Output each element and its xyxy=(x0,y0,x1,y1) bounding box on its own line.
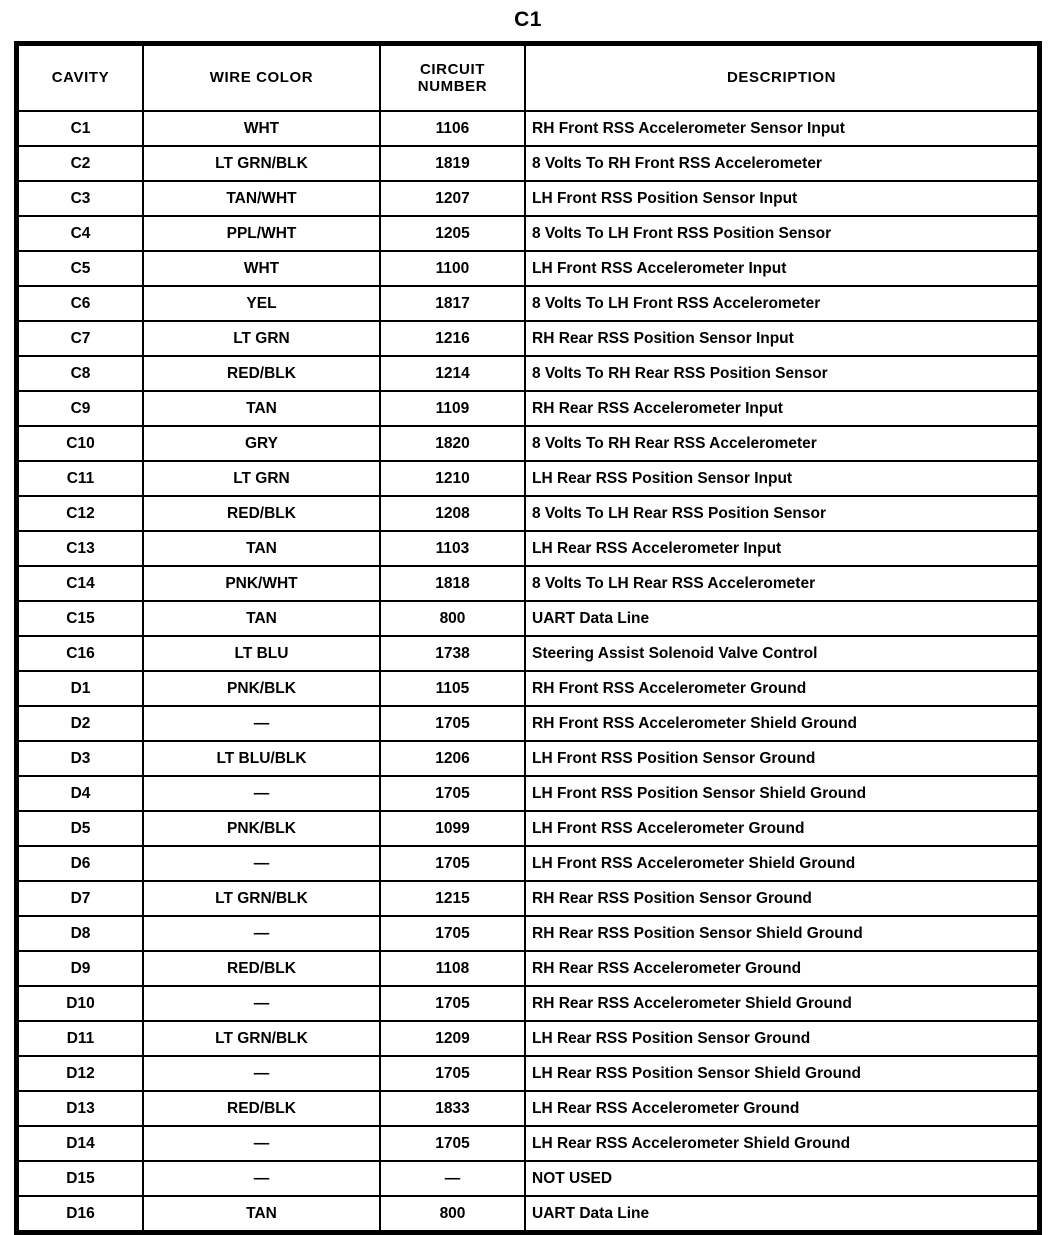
cell-wire-color: — xyxy=(143,986,380,1021)
table-row xyxy=(18,706,1038,741)
cell-description: RH Front RSS Accelerometer Sensor Input xyxy=(525,111,1038,146)
cell-description: 8 Volts To RH Rear RSS Position Sensor xyxy=(525,356,1038,391)
cell-description: RH Rear RSS Position Sensor Input xyxy=(525,321,1038,356)
table-row xyxy=(18,671,1038,706)
cell-description: LH Rear RSS Position Sensor Shield Ground xyxy=(525,1056,1038,1091)
cell-cavity: D11 xyxy=(18,1021,143,1056)
table-row xyxy=(18,741,1038,776)
cell-cavity: C11 xyxy=(18,461,143,496)
cell-cavity: C12 xyxy=(18,496,143,531)
cell-cavity: C2 xyxy=(18,146,143,181)
cell-circuit-number: 1820 xyxy=(380,426,525,461)
cell-description: RH Rear RSS Accelerometer Ground xyxy=(525,951,1038,986)
cell-cavity: C7 xyxy=(18,321,143,356)
cell-circuit-number: 1705 xyxy=(380,776,525,811)
cell-circuit-number: 1208 xyxy=(380,496,525,531)
cell-circuit-number: 1216 xyxy=(380,321,525,356)
cell-circuit-number: 1215 xyxy=(380,881,525,916)
cell-cavity: D3 xyxy=(18,741,143,776)
cell-cavity: D10 xyxy=(18,986,143,1021)
connector-pinout-table xyxy=(17,44,1039,1232)
column-header-wire-color: WIRE COLOR xyxy=(143,45,380,111)
cell-description: LH Rear RSS Accelerometer Ground xyxy=(525,1091,1038,1126)
cell-cavity: C8 xyxy=(18,356,143,391)
cell-cavity: C6 xyxy=(18,286,143,321)
cell-wire-color: TAN xyxy=(143,531,380,566)
table-header-row xyxy=(18,45,1038,111)
cell-wire-color: — xyxy=(143,916,380,951)
cell-circuit-number: 1705 xyxy=(380,1056,525,1091)
cell-description: 8 Volts To RH Front RSS Accelerometer xyxy=(525,146,1038,181)
cell-circuit-number: 1100 xyxy=(380,251,525,286)
table-row xyxy=(18,601,1038,636)
table-row xyxy=(18,426,1038,461)
cell-description: LH Front RSS Accelerometer Ground xyxy=(525,811,1038,846)
table-row xyxy=(18,181,1038,216)
cell-circuit-number: 1817 xyxy=(380,286,525,321)
document-page xyxy=(0,8,1056,1222)
cell-description: UART Data Line xyxy=(525,601,1038,636)
column-header-circuit-number xyxy=(380,45,525,111)
cell-cavity: C14 xyxy=(18,566,143,601)
column-header-cavity: CAVITY xyxy=(18,45,143,111)
table-row xyxy=(18,531,1038,566)
cell-description: LH Rear RSS Accelerometer Shield Ground xyxy=(525,1126,1038,1161)
cell-wire-color: YEL xyxy=(143,286,380,321)
cell-circuit-number: 1103 xyxy=(380,531,525,566)
table-row xyxy=(18,846,1038,881)
cell-cavity: C4 xyxy=(18,216,143,251)
cell-wire-color: LT GRN xyxy=(143,461,380,496)
table-row xyxy=(18,251,1038,286)
page-title: C1 xyxy=(514,8,542,31)
cell-wire-color: — xyxy=(143,776,380,811)
cell-wire-color: TAN/WHT xyxy=(143,181,380,216)
table-row xyxy=(18,321,1038,356)
cell-wire-color: LT BLU xyxy=(143,636,380,671)
cell-circuit-number: 1214 xyxy=(380,356,525,391)
cell-description: LH Front RSS Position Sensor Ground xyxy=(525,741,1038,776)
cell-cavity: C13 xyxy=(18,531,143,566)
cell-description: LH Rear RSS Position Sensor Input xyxy=(525,461,1038,496)
cell-cavity: C5 xyxy=(18,251,143,286)
cell-cavity: C9 xyxy=(18,391,143,426)
table-row xyxy=(18,776,1038,811)
cell-circuit-number: 1206 xyxy=(380,741,525,776)
cell-circuit-number: 1209 xyxy=(380,1021,525,1056)
cell-circuit-number: 1705 xyxy=(380,846,525,881)
cell-circuit-number: 1819 xyxy=(380,146,525,181)
cell-circuit-number: 1108 xyxy=(380,951,525,986)
table-row xyxy=(18,1021,1038,1056)
cell-wire-color: LT BLU/BLK xyxy=(143,741,380,776)
cell-wire-color: TAN xyxy=(143,1196,380,1231)
cell-wire-color: WHT xyxy=(143,111,380,146)
cell-cavity: C3 xyxy=(18,181,143,216)
cell-description: RH Rear RSS Accelerometer Shield Ground xyxy=(525,986,1038,1021)
cell-wire-color: PNK/BLK xyxy=(143,671,380,706)
table-row xyxy=(18,286,1038,321)
cell-circuit-number: 800 xyxy=(380,1196,525,1231)
cell-wire-color: — xyxy=(143,846,380,881)
cell-circuit-number: 1738 xyxy=(380,636,525,671)
table-row xyxy=(18,566,1038,601)
cell-description: 8 Volts To LH Rear RSS Position Sensor xyxy=(525,496,1038,531)
cell-wire-color: — xyxy=(143,706,380,741)
cell-description: NOT USED xyxy=(525,1161,1038,1196)
cell-wire-color: LT GRN/BLK xyxy=(143,146,380,181)
cell-wire-color: — xyxy=(143,1126,380,1161)
table-row xyxy=(18,111,1038,146)
column-header-description: DESCRIPTION xyxy=(525,45,1038,111)
cell-description: 8 Volts To LH Rear RSS Accelerometer xyxy=(525,566,1038,601)
table-row xyxy=(18,881,1038,916)
cell-cavity: C1 xyxy=(18,111,143,146)
table-row xyxy=(18,1196,1038,1231)
cell-cavity: D5 xyxy=(18,811,143,846)
cell-wire-color: PNK/BLK xyxy=(143,811,380,846)
cell-wire-color: WHT xyxy=(143,251,380,286)
cell-wire-color: PPL/WHT xyxy=(143,216,380,251)
cell-description: LH Front RSS Position Sensor Shield Ground xyxy=(525,776,1038,811)
cell-cavity: D2 xyxy=(18,706,143,741)
table-header xyxy=(18,45,1038,111)
cell-wire-color: TAN xyxy=(143,601,380,636)
cell-circuit-number: 1205 xyxy=(380,216,525,251)
table-row xyxy=(18,356,1038,391)
cell-cavity: C16 xyxy=(18,636,143,671)
cell-wire-color: — xyxy=(143,1056,380,1091)
table-row xyxy=(18,146,1038,181)
cell-cavity: D12 xyxy=(18,1056,143,1091)
cell-description: RH Front RSS Accelerometer Shield Ground xyxy=(525,706,1038,741)
table-row xyxy=(18,1161,1038,1196)
cell-circuit-number: 1207 xyxy=(380,181,525,216)
cell-description: 8 Volts To LH Front RSS Accelerometer xyxy=(525,286,1038,321)
table-row xyxy=(18,216,1038,251)
cell-circuit-number: 800 xyxy=(380,601,525,636)
cell-description: LH Rear RSS Position Sensor Ground xyxy=(525,1021,1038,1056)
cell-description: LH Rear RSS Accelerometer Input xyxy=(525,531,1038,566)
table-body xyxy=(18,111,1038,1231)
cell-wire-color: LT GRN/BLK xyxy=(143,1021,380,1056)
cell-circuit-number: 1705 xyxy=(380,916,525,951)
cell-circuit-number: 1705 xyxy=(380,986,525,1021)
table-row xyxy=(18,636,1038,671)
table-row xyxy=(18,1056,1038,1091)
cell-wire-color: RED/BLK xyxy=(143,951,380,986)
cell-circuit-number: 1210 xyxy=(380,461,525,496)
cell-description: 8 Volts To LH Front RSS Position Sensor xyxy=(525,216,1038,251)
cell-cavity: D8 xyxy=(18,916,143,951)
cell-circuit-number: — xyxy=(380,1161,525,1196)
table-row xyxy=(18,496,1038,531)
cell-cavity: D9 xyxy=(18,951,143,986)
cell-description: Steering Assist Solenoid Valve Control xyxy=(525,636,1038,671)
connector-pinout-table-container xyxy=(14,41,1042,1235)
cell-wire-color: RED/BLK xyxy=(143,1091,380,1126)
cell-wire-color: TAN xyxy=(143,391,380,426)
table-row xyxy=(18,391,1038,426)
cell-circuit-number: 1705 xyxy=(380,706,525,741)
cell-description: RH Front RSS Accelerometer Ground xyxy=(525,671,1038,706)
cell-circuit-number: 1705 xyxy=(380,1126,525,1161)
cell-description: RH Rear RSS Position Sensor Shield Ground xyxy=(525,916,1038,951)
cell-cavity: C15 xyxy=(18,601,143,636)
cell-wire-color: GRY xyxy=(143,426,380,461)
cell-description: LH Front RSS Position Sensor Input xyxy=(525,181,1038,216)
cell-wire-color: LT GRN xyxy=(143,321,380,356)
table-row xyxy=(18,951,1038,986)
cell-cavity: D16 xyxy=(18,1196,143,1231)
cell-wire-color: PNK/WHT xyxy=(143,566,380,601)
cell-cavity: D15 xyxy=(18,1161,143,1196)
cell-circuit-number: 1099 xyxy=(380,811,525,846)
cell-cavity: D14 xyxy=(18,1126,143,1161)
cell-circuit-number: 1109 xyxy=(380,391,525,426)
table-row xyxy=(18,1126,1038,1161)
cell-description: RH Rear RSS Position Sensor Ground xyxy=(525,881,1038,916)
cell-circuit-number: 1833 xyxy=(380,1091,525,1126)
cell-description: LH Front RSS Accelerometer Input xyxy=(525,251,1038,286)
cell-wire-color: RED/BLK xyxy=(143,496,380,531)
table-row xyxy=(18,461,1038,496)
cell-cavity: D6 xyxy=(18,846,143,881)
cell-cavity: D4 xyxy=(18,776,143,811)
cell-circuit-number: 1105 xyxy=(380,671,525,706)
cell-description: UART Data Line xyxy=(525,1196,1038,1231)
cell-cavity: C10 xyxy=(18,426,143,461)
cell-cavity: D13 xyxy=(18,1091,143,1126)
cell-circuit-number: 1818 xyxy=(380,566,525,601)
cell-circuit-number: 1106 xyxy=(380,111,525,146)
table-row xyxy=(18,916,1038,951)
table-row xyxy=(18,986,1038,1021)
column-header-circuit-number-line1: CIRCUIT xyxy=(419,60,486,78)
cell-wire-color: RED/BLK xyxy=(143,356,380,391)
cell-description: 8 Volts To RH Rear RSS Accelerometer xyxy=(525,426,1038,461)
column-header-circuit-number-line2: NUMBER xyxy=(417,78,488,95)
table-row xyxy=(18,811,1038,846)
cell-wire-color: — xyxy=(143,1161,380,1196)
cell-wire-color: LT GRN/BLK xyxy=(143,881,380,916)
cell-cavity: D7 xyxy=(18,881,143,916)
table-row xyxy=(18,1091,1038,1126)
cell-cavity: D1 xyxy=(18,671,143,706)
cell-description: RH Rear RSS Accelerometer Input xyxy=(525,391,1038,426)
cell-description: LH Front RSS Accelerometer Shield Ground xyxy=(525,846,1038,881)
